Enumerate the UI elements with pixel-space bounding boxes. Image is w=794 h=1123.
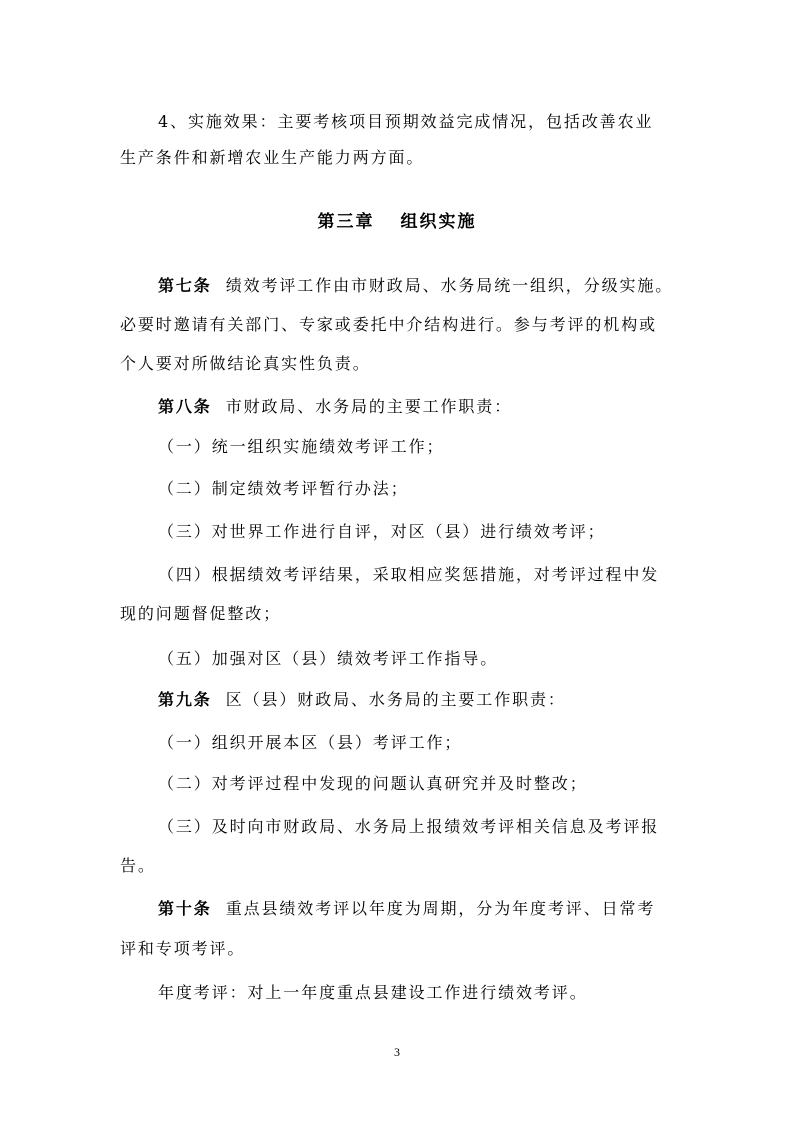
list-item: （五）加强对区（县）绩效考评工作指导。 bbox=[158, 649, 499, 668]
article-10-line bbox=[158, 899, 655, 919]
paragraph-line: 个人要对所做结论真实性负责。 bbox=[120, 354, 371, 373]
paragraph-line: 4、实施效果：主要考核项目预期效益完成情况，包括改善农业 bbox=[158, 112, 654, 131]
paragraph-line: 告。 bbox=[120, 856, 156, 875]
chapter-title: 组织实施 bbox=[400, 212, 477, 232]
article-text: 区（县）财政局、水务局的主要工作职责： bbox=[225, 690, 566, 709]
chapter-heading bbox=[0, 212, 794, 232]
article-text: 绩效考评工作由市财政局、水务局统一组织，分级实施。 bbox=[225, 276, 674, 295]
list-item: （四）根据绩效考评结果，采取相应奖惩措施，对考评过程中发 bbox=[158, 565, 660, 584]
article-text: 市财政局、水务局的主要工作职责： bbox=[225, 397, 513, 416]
chapter-number: 第三章 bbox=[317, 212, 375, 232]
paragraph-line: 年度考评：对上一年度重点县建设工作进行绩效考评。 bbox=[158, 983, 588, 1002]
list-item: （三）对世界工作进行自评，对区（县）进行绩效考评； bbox=[158, 522, 606, 541]
article-label: 第十条 bbox=[158, 899, 212, 918]
paragraph-line: 生产条件和新增农业生产能力两方面。 bbox=[120, 148, 425, 167]
article-label: 第九条 bbox=[158, 690, 212, 709]
article-label: 第七条 bbox=[158, 276, 212, 295]
list-item: （三）及时向市财政局、水务局上报绩效考评相关信息及考评报 bbox=[158, 817, 660, 836]
paragraph-line: 评和专项考评。 bbox=[120, 939, 246, 958]
article-8-line bbox=[158, 397, 512, 417]
article-9-line bbox=[158, 690, 566, 710]
list-item: （一）组织开展本区（县）考评工作； bbox=[158, 733, 463, 752]
list-item: （一）统一组织实施绩效考评工作； bbox=[158, 437, 445, 456]
list-item: （二）制定绩效考评暂行办法； bbox=[158, 479, 409, 498]
article-7-line bbox=[158, 276, 673, 296]
paragraph-line: 现的问题督促整改； bbox=[120, 604, 282, 623]
page-number: 3 bbox=[394, 1045, 400, 1059]
list-item: （二）对考评过程中发现的问题认真研究并及时整改； bbox=[158, 774, 588, 793]
paragraph-line: 必要时邀请有关部门、专家或委托中介结构进行。参与考评的机构或 bbox=[120, 315, 658, 334]
article-text: 重点县绩效考评以年度为周期，分为年度考评、日常考 bbox=[225, 899, 656, 918]
article-label: 第八条 bbox=[158, 397, 212, 416]
